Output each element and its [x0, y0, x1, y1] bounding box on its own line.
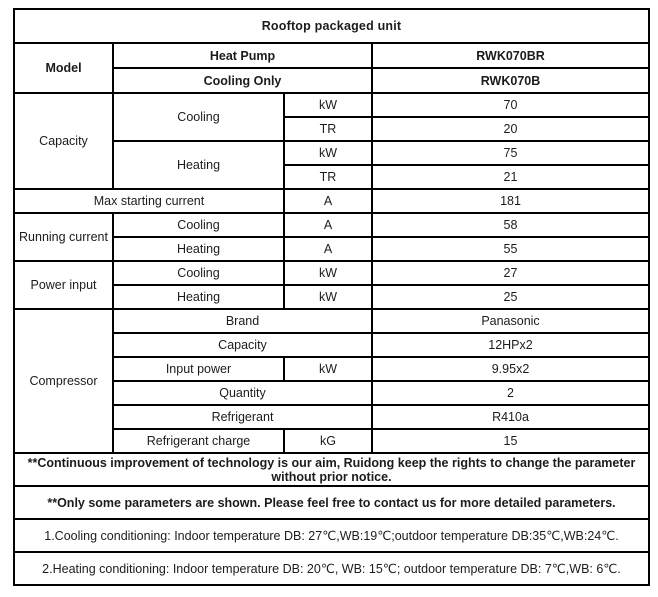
value-cell: R410a: [372, 405, 649, 429]
unit-cell: kW: [284, 285, 372, 309]
note-cooling-conditions: 1.Cooling conditioning: Indoor temperature DB: 27℃,WB:19℃;outdoor temperature DB:35℃,WB:24℃.: [14, 519, 649, 552]
unit-cell: kW: [284, 357, 372, 381]
value-cell: 27: [372, 261, 649, 285]
value-cell: 20: [372, 117, 649, 141]
param-cell: Brand: [113, 309, 372, 333]
value-cell: 12HPx2: [372, 333, 649, 357]
value-cell: 9.95x2: [372, 357, 649, 381]
capacity-heating-label: Heating: [113, 141, 284, 189]
value-cell: 15: [372, 429, 649, 453]
capacity-label: Capacity: [14, 93, 113, 189]
power-input-label: Power input: [14, 261, 113, 309]
unit-cell: TR: [284, 165, 372, 189]
cooling-only-label: Cooling Only: [113, 68, 372, 93]
param-cell: Refrigerant charge: [113, 429, 284, 453]
param-cell: Capacity: [113, 333, 372, 357]
mode-cell: Heating: [113, 237, 284, 261]
param-cell: Input power: [113, 357, 284, 381]
value-cell: 181: [372, 189, 649, 213]
page-title: Rooftop packaged unit: [14, 9, 649, 43]
value-cell: 55: [372, 237, 649, 261]
unit-cell: kW: [284, 93, 372, 117]
value-cell: Panasonic: [372, 309, 649, 333]
capacity-cooling-label: Cooling: [113, 93, 284, 141]
note-heating-conditions: 2.Heating conditioning: Indoor temperature DB: 20℃, WB: 15℃; outdoor temperature DB: 7℃,WB: 6℃.: [14, 552, 649, 585]
cooling-only-model-value: RWK070B: [372, 68, 649, 93]
unit-cell: kW: [284, 141, 372, 165]
running-current-label: Running current: [14, 213, 113, 261]
unit-cell: TR: [284, 117, 372, 141]
value-cell: 75: [372, 141, 649, 165]
unit-cell: kG: [284, 429, 372, 453]
param-cell: Refrigerant: [113, 405, 372, 429]
unit-cell: A: [284, 213, 372, 237]
unit-cell: A: [284, 189, 372, 213]
param-cell: Quantity: [113, 381, 372, 405]
mode-cell: Heating: [113, 285, 284, 309]
note-disclaimer-1: **Continuous improvement of technology is our aim, Ruidong keep the rights to change the parameter without prior notice.: [14, 453, 649, 486]
unit-cell: A: [284, 237, 372, 261]
heat-pump-model-value: RWK070BR: [372, 43, 649, 68]
mode-cell: Cooling: [113, 213, 284, 237]
value-cell: 58: [372, 213, 649, 237]
unit-cell: kW: [284, 261, 372, 285]
spec-table: [13, 8, 650, 586]
value-cell: 2: [372, 381, 649, 405]
mode-cell: Cooling: [113, 261, 284, 285]
heat-pump-label: Heat Pump: [113, 43, 372, 68]
note-disclaimer-2: **Only some parameters are shown. Please feel free to contact us for more detailed parameters.: [14, 486, 649, 519]
value-cell: 25: [372, 285, 649, 309]
value-cell: 21: [372, 165, 649, 189]
compressor-label: Compressor: [14, 309, 113, 453]
max-starting-current-label: Max starting current: [14, 189, 284, 213]
value-cell: 70: [372, 93, 649, 117]
model-label: Model: [14, 43, 113, 93]
